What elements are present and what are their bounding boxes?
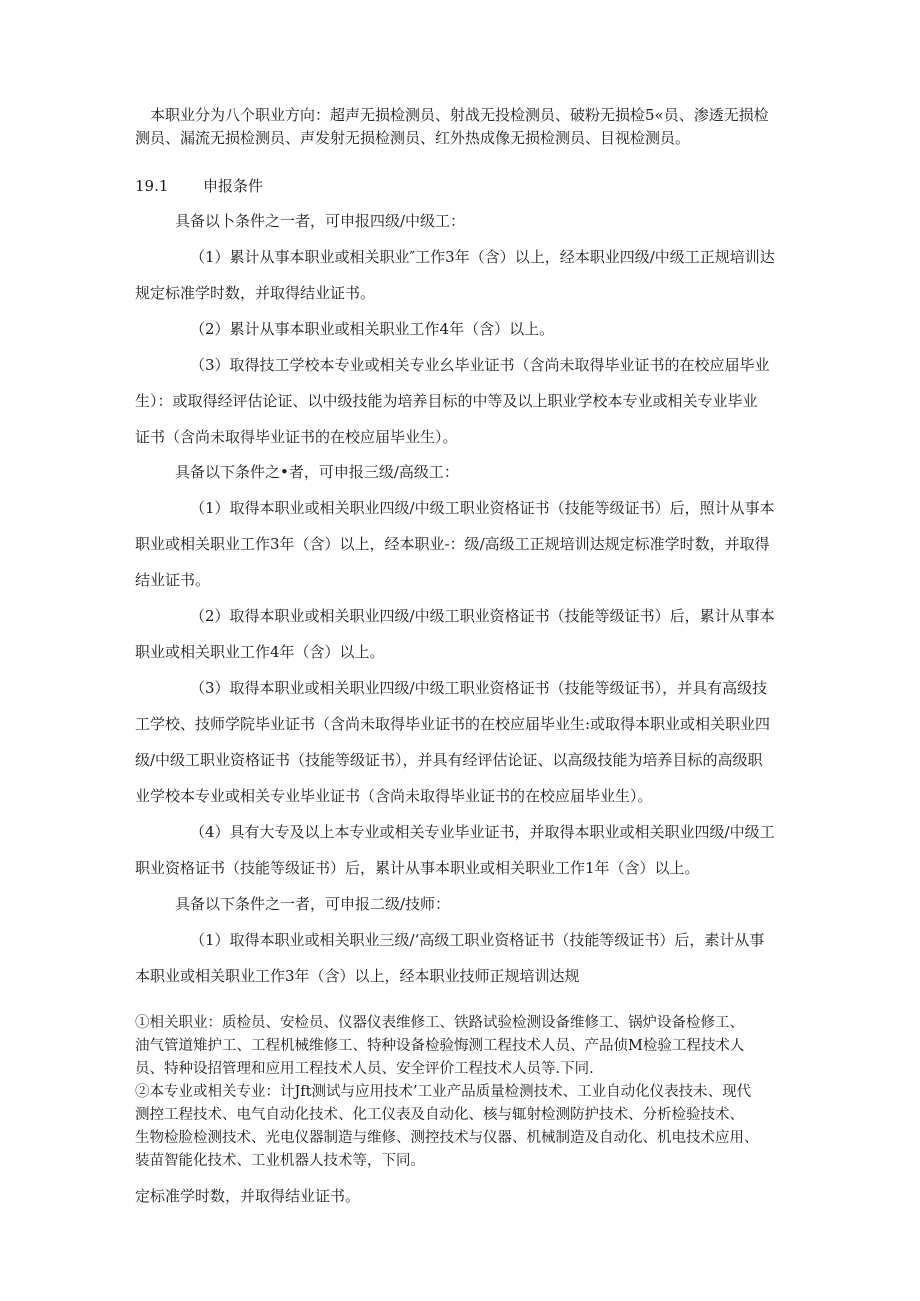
body-line: （3）取得本职业或相关职业四级/中级工职业资格证书（技能等级证书），并具有高级技 <box>190 679 768 697</box>
body-line: 结业证书。 <box>135 571 211 589</box>
intro-line-2: 测员、漏流无损检测员、声发射无损检测员、红外热成像无损检测员、目视检测员。 <box>135 129 691 147</box>
body-line: 规定标准学时数，并取得结业证书。 <box>135 284 376 302</box>
body-line: （1）取得本职业或相关职业三级/‘高级工职业资格证书（技能等级证书）后，素计从事 <box>190 931 765 949</box>
footnote-line: 油气管道雉护工、工程机械维修工、特种设备检验悔测工程技术人员、产品侦M检验工程技术人 <box>135 1038 745 1054</box>
body-line: 生）：或取得经评估论证、以中级技能为培养目标的中等及以上职业学校本专业或相关专业毕业 <box>135 392 758 410</box>
body-line: 证书（含尚未取得毕业证书的在校应届毕业生）。 <box>135 428 458 446</box>
body-line: （3）取得技工学校本专业或相关专业幺毕业证书（含尚未取得毕业证书的在校应届毕业 <box>190 356 770 374</box>
continuation-line: 定标准学时数，并取得结业证书。 <box>135 1187 361 1205</box>
body-line: 业学校本专业或相关专业毕业证书（含尚未取得毕业证书的在校应届毕业生）。 <box>135 787 653 805</box>
body-line: 职业或相关职业工作4年（含）以上。 <box>135 643 385 661</box>
footnote-line: ②本专业或相关专业：计Jft测试与应用技术’工业产品质量检测技术、工业自动化仪表技未、现代 <box>135 1084 752 1100</box>
footnote-line: 装苗智能化技术、工业机器人技术等，下同。 <box>135 1153 425 1169</box>
level3-heading: 具备以下条件之•者，可申报三级/高级工： <box>175 463 459 481</box>
body-line: 职业资格证书（技能等级证书）后，累计从事本职业或相关职业工作1年（含）以上。 <box>135 859 700 877</box>
body-line: （4）具有大专及以上本专业或相关专业毕业证书，并取得本职业或相关职业四级/中级工 <box>190 823 775 841</box>
body-line: 本职业或相关职业工作3年（含）以上，经本职业技师正规培训达规 <box>135 967 580 985</box>
footnote-line: 生物检脸检测技术、光电仪器制造与维修、测控技术与仪器、机械制造及自动化、机电技术应用、 <box>135 1130 759 1146</box>
footnote-line: 员、特种设招管理和应用工程技术人员、安全评价工程技术人员等.下同. <box>135 1061 594 1077</box>
footnote-line: 测控工程技术、电气自动化技术、化工仪表及自动化、核与辄射检测防护技术、分析检验技术、 <box>135 1107 744 1123</box>
body-line: 职业或相关职业工作3年（含）以上，经本职业-：级/高级工正规培训达规定标准学时数，并取得 <box>135 535 770 553</box>
body-line: （1）累计从事本职业或相关职业″工作3年（含）以上，经本职业四级/中级工正规培训达 <box>190 248 775 266</box>
body-line: （2）取得本职业或相关职业四级/中级工职业资格证书（技能等级证书）后，累计从事本 <box>190 607 775 625</box>
level4-heading: 具备以卜条件之一者，可申报四级/中级工： <box>175 212 466 230</box>
body-line: 工学校、技师学院毕业证书（含尚未取得毕业证书的在校应届毕业生:或取得本职业或相关职业四 <box>135 715 771 733</box>
intro-line-1: 本职业分为八个职业方向：超声无损检测员、射战无投检测员、破粉无损检5«员、渗透无损检 <box>150 106 769 124</box>
section-number: 19.1 <box>135 177 169 195</box>
body-line: 级/中级工职业资格证书（技能等级证书），并具有经评估论证、以高级技能为培养目标的高级职 <box>135 751 763 769</box>
footnote-line: ①相关职业：质检员、安检员、仪器仪表维修工、铁路试验检测设备维修工、锅炉设备检修工、 <box>135 1015 744 1031</box>
body-line: （2）累计从事本职业或相关职业工作4年（含）以上。 <box>190 320 555 338</box>
section-title: 申报条件 <box>203 177 264 195</box>
body-line: （1）取得本职业或相关职业四级/中级工职业资格证书（技能等级证书）后，照计从事本 <box>190 499 775 517</box>
level2-heading: 具备以下条件之一者，可申报二级/技师： <box>175 895 451 913</box>
